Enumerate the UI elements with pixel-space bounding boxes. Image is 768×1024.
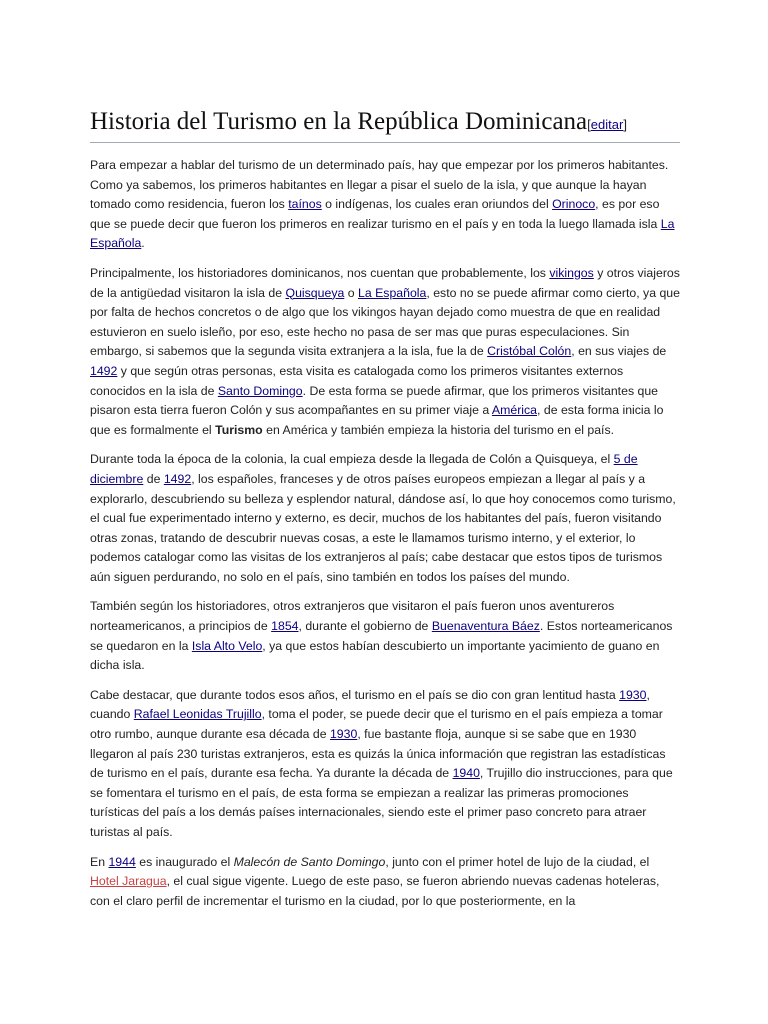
article-link[interactable]: La Española	[358, 285, 427, 300]
paragraph-text: o indígenas, los cuales eran oriundos del	[321, 197, 553, 212]
paragraph-text: o	[344, 285, 358, 300]
article-link[interactable]: 1930	[329, 727, 358, 742]
paragraph	[90, 597, 680, 675]
section-heading	[90, 106, 680, 143]
article-link[interactable]: Isla Alto Velo	[191, 638, 263, 653]
edit-section: [editar]	[587, 117, 627, 132]
article-link[interactable]: 5 de diciembre	[90, 452, 638, 486]
article-link[interactable]: 1492	[163, 471, 192, 486]
paragraph-text: , cuando	[90, 687, 650, 722]
paragraph-text: . Estos norteamericanos se quedaron en la	[90, 619, 673, 653]
paragraph-text: Para empezar a hablar del turismo de un determinado país, hay que empezar por los primeros habitantes. Como ya sabemos, los primeros habitantes en llegar a pisar el suelo de la isla, y que aunque la hayan tomado como residencia, fueron los	[90, 158, 669, 212]
paragraph-text: y que según otras personas, esta visita es catalogada como los primeros visitantes externos conocidos en la isla de	[90, 363, 624, 398]
paragraph-text: . De esta forma se puede afirmar, que los primeros visitantes que pisaron esta tierra fueron Colón y sus acompañantes en su primer viaje a	[90, 383, 659, 418]
edit-link[interactable]: editar	[590, 117, 624, 132]
bold-term: Turismo	[215, 422, 263, 437]
paragraph-text: Durante toda la época de la colonia, la cual empieza desde la llegada de Colón a Quisqueya, el	[90, 452, 614, 467]
paragraph-text: , Trujillo dio instrucciones, para que se fomentara el turismo en el país, de esta forma se empiezan a realizar las primeras promociones turísticas del país a los demás países internacionales, siendo este el primer paso concreto para atraer turistas al país.	[90, 766, 673, 839]
paragraph	[90, 853, 680, 912]
paragraph-text: También según los historiadores, otros extranjeros que visitaron el país fueron unos aventureros norteamericanos, a principios de	[90, 599, 615, 634]
paragraph-text: , junto con el primer hotel de lujo de la ciudad, el	[385, 854, 650, 869]
section-title: Historia del Turismo en la República Dominicana	[90, 108, 588, 135]
article-link[interactable]: 1944	[108, 854, 136, 869]
paragraph-text: , en sus viajes de	[571, 344, 667, 359]
paragraph-text: es inaugurado el	[135, 854, 234, 869]
paragraph	[90, 686, 680, 843]
paragraph-text: .	[141, 236, 145, 251]
article-link[interactable]: América	[491, 403, 538, 418]
italic-term: Malecón de Santo Domingo	[233, 854, 386, 869]
article-link[interactable]: Orinoco	[552, 197, 596, 212]
paragraph-text: En	[90, 854, 109, 869]
article-link[interactable]: Buenaventura Báez	[431, 619, 540, 634]
paragraph-text: , de esta forma inicia lo que es formalmente el	[90, 403, 664, 437]
paragraph	[90, 156, 680, 254]
article-link[interactable]: Hotel Jaragua	[90, 874, 167, 889]
article-link[interactable]: La Española	[90, 216, 675, 251]
paragraph-text: y otros viajeros de la antigüedad visitaron la isla de	[90, 265, 680, 300]
paragraph-text: en América y también empieza la historia del turismo en el país.	[262, 422, 615, 437]
paragraph-text: , esto no se puede afirmar como cierto, ya que por falta de hechos concretos o de algo que los vikingos hayan dejado como muestra de que en realidad estuvieron en suelo isleño, por eso, este hecho no pasa de ser mas que puras especulaciones. Sin embargo, si sabemos que la segunda visita extranjera a la isla, fue la de	[90, 285, 680, 359]
article-link[interactable]: taínos	[288, 197, 322, 212]
paragraph-text: de	[143, 471, 164, 486]
article-link[interactable]: 1940	[452, 766, 480, 781]
article-link[interactable]: Cristóbal Colón	[487, 344, 572, 359]
article-link[interactable]: 1854	[271, 619, 299, 634]
article-link[interactable]: Santo Domingo	[217, 383, 303, 398]
article-link[interactable]: 1930	[619, 687, 647, 702]
paragraph-text: Principalmente, los historiadores dominicanos, nos cuentan que probablemente, los	[90, 265, 550, 280]
paragraph-text: , los españoles, franceses y de otros países europeos empiezan a llegar al país y a explorarlo, descubriendo su belleza y esplendor natural, dándose así, lo que hoy conocemos como turismo, el cual fue experimentado interno y externo, es decir, muchos de los habitantes del país, fueron visitando otras zonas, tratando de descubrir nuevas cosas, a este le llamamos turismo interno, y el exterior, lo podemos catalogar como las visitas de los extranjeros al país; cabe destacar que estos tipos de turismos aún siguen perdurando, no solo en el país, sino también en todos los países del mundo.	[90, 471, 676, 584]
article-link[interactable]: vikingos	[549, 265, 594, 280]
paragraph-text: Cabe destacar, que durante todos esos años, el turismo en el país se dio con gran lentitud hasta	[90, 687, 620, 702]
article-link[interactable]: Quisqueya	[285, 285, 345, 300]
article-link[interactable]: 1492	[90, 363, 118, 378]
paragraph-text: , es por eso que se puede decir que fueron los primeros en realizar turismo en el país y en toda la luego llamada isla	[90, 197, 661, 231]
paragraph-text: , toma el poder, se puede decir que el turismo en el país empieza a tomar otro rumbo, aunque durante esa década de	[90, 707, 663, 742]
paragraph-text: , fue bastante floja, aunque si se sabe que en 1930 llegaron al país 230 turistas extranjeros, esta es quizás la única información que registran las estadísticas de turismo en el país, durante esa fecha. Ya durante la década de	[90, 727, 666, 781]
paragraph-text: , el cual sigue vigente. Luego de este paso, se fueron abriendo nuevas cadenas hoteleras, con el claro perfil de incrementar el turismo en la ciudad, por lo que posteriormente, en la	[90, 874, 660, 908]
paragraph	[90, 264, 680, 440]
paragraph-text: , ya que estos habían descubierto un importante yacimiento de guano en dicha isla.	[90, 638, 660, 673]
paragraph-text: , durante el gobierno de	[298, 619, 432, 634]
article-link[interactable]: Rafael Leonidas Trujillo	[133, 707, 262, 722]
article-body	[90, 156, 680, 911]
paragraph	[90, 450, 680, 587]
